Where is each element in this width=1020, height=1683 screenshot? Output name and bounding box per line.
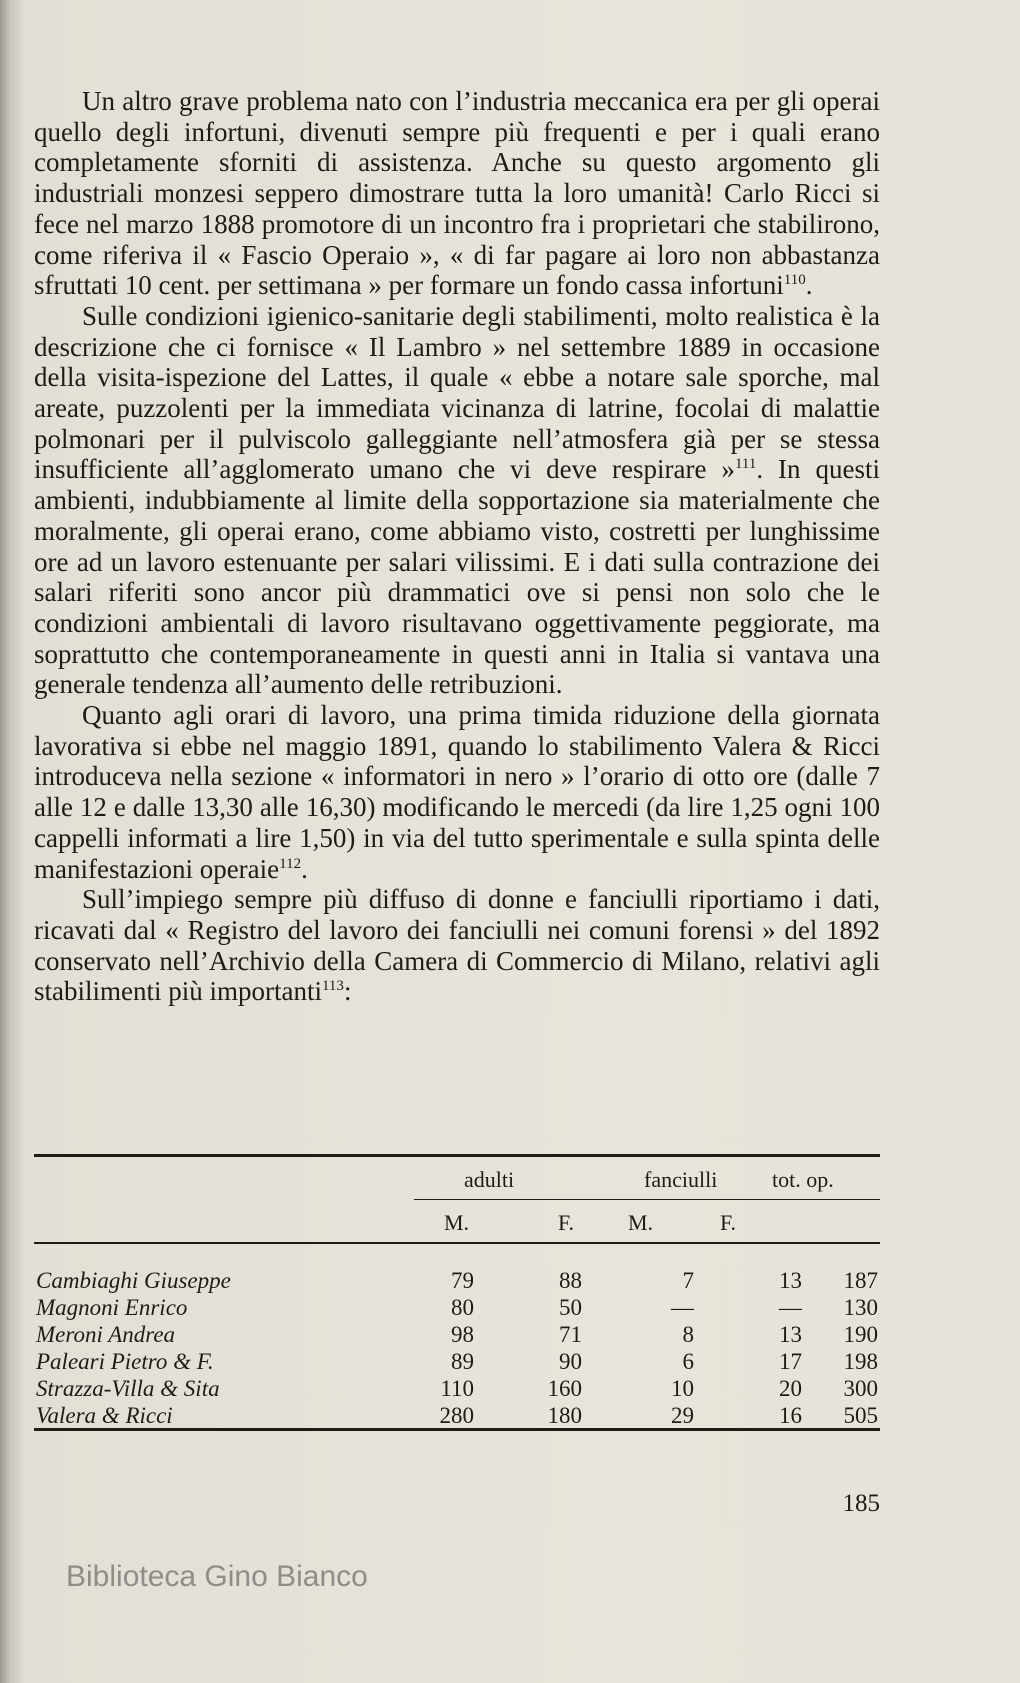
paragraph-orari-lavoro: Quanto agli orari di lavoro, una prima timida riduzione della giornata lavorativa si ebbe nel maggio 1891, quando lo stabilimento Valera & Ricci introduceva nella sezione « informatori in nero » l’orario di otto ore (dalle 7 alle 12 e dalle 13,30 alle 16,30) modificando le mercedi (da lire 1,25 ogni 100 cappelli informati a lire 1,50) in via del tutto sperimentale e sulla spinta delle manifestazioni operaie$^{112}$. — [34, 700, 880, 884]
row-name: Paleari Pietro & F. — [36, 1349, 214, 1374]
row-name: Meroni Andrea — [36, 1322, 176, 1347]
footnote-ref: 112 — [279, 855, 302, 872]
header-adulti-m: M. — [444, 1210, 470, 1235]
header-tot-op: tot. op. — [772, 1167, 834, 1192]
header-bottom-rule — [34, 1242, 880, 1244]
paragraph-infortuni: Un altro grave problema nato con l’industria meccanica era per gli operai quello degli infortuni, divenuti sempre più frequenti e per i quali erano completamente sforniti di assistenza. Anche su questo argomento gli industriali monzesi seppero dimostrare tutta la loro umanità! Carlo Ricci si fece nel marzo 1888 promotore di un incontro fra i proprietari che stabilirono, come riferiva il « Fascio Operaio », « di far pagare ai loro non abbastanza sfruttati 10 cent. per settimana » per formare un fondo cassa infortuni$^{110}$. — [34, 86, 880, 301]
paragraph-condizioni-igieniche: Sulle condizioni igienico-sanitarie degli stabilimenti, molto realistica è la descrizione che ci fornisce « Il Lambro » nel settembre 1889 in occasione della visita-ispezione del Lattes, il quale « ebbe a notare sale sporche, mal areate, puzzolenti per la immediata vicinanza di latrine, focolai di malattie polmonari per il pulviscolo galleggiante nell’atmosfera già per se stessa insufficiente all’agglomerato umano che vi deve respirare »$^{111}$. In questi ambienti, indubbiamente al limite della sopportazione sia materialmente che moralmente, gli operai erano, come abbiamo visto, costretti per lunghissime ore ad un lavoro estenuante per salari vilissimi. E i dati sulla contrazione dei salari riferiti sono ancor più drammatici ove si pensi non solo che le condizioni ambientali di lavoro risultavano oggettivamente peggiorate, ma soprattutto che contemporaneamente in questi anni in Italia si vantava una generale tendenza all’aumento delle retribuzioni. — [34, 300, 880, 700]
row-name: Cambiaghi Giuseppe — [36, 1268, 231, 1293]
body-text — [34, 86, 880, 1007]
table-row: Cambiaghi Giuseppe 79 88 7 13 187 — [36, 1268, 878, 1293]
row-name: Magnoni Enrico — [36, 1295, 188, 1320]
table-group-header — [34, 1157, 880, 1199]
library-watermark: Biblioteca Gino Bianco — [66, 1560, 368, 1593]
table-sub-header — [34, 1200, 880, 1242]
table-row: Valera & Ricci 280 180 29 16 505 — [36, 1403, 878, 1428]
row-name: Valera & Ricci — [36, 1403, 173, 1428]
workers-table — [34, 1154, 880, 1431]
header-fanciulli: fanciulli — [644, 1167, 718, 1192]
table-row: Paleari Pietro & F. 89 90 6 17 198 — [36, 1349, 878, 1374]
table-row: Meroni Andrea 98 71 8 13 190 — [36, 1322, 878, 1347]
header-fanciulli-m: M. — [628, 1210, 654, 1235]
header-adulti-f: F. — [558, 1210, 574, 1235]
paragraph-donne-fanciulli: Sull’impiego sempre più diffuso di donne e fanciulli riportiamo i dati, ricavati dal « Registro del lavoro dei fanciulli nei comuni forensi » del 1892 conservato nell’Archivio della Camera di Commercio di Milano, relativi agli stabilimenti più importanti$^{113}$: — [34, 884, 880, 1007]
table-row: Strazza-Villa & Sita 110 160 10 20 300 — [36, 1376, 878, 1401]
footnote-ref: 110 — [783, 272, 806, 289]
page-number: 185 — [842, 1490, 880, 1517]
table-body — [34, 1268, 880, 1428]
table-row: Magnoni Enrico 80 50 — — 130 — [36, 1295, 878, 1320]
footnote-ref: 113 — [321, 978, 344, 995]
header-fanciulli-f: F. — [720, 1210, 736, 1235]
footnote-ref: 111 — [734, 456, 757, 473]
row-name: Strazza-Villa & Sita — [36, 1376, 220, 1401]
header-adulti: adulti — [464, 1167, 515, 1192]
